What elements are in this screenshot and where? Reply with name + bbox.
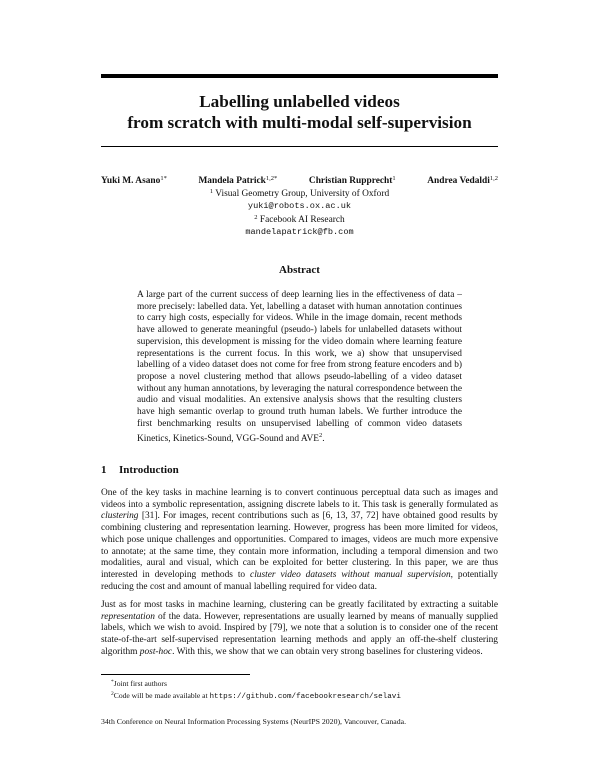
- affiliation: $^1$ Visual Geometry Group, University of Oxford: [209, 188, 390, 199]
- author: Christian Rupprecht$^1$: [308, 175, 396, 186]
- footnote: $^2$Code will be made available at https://github.com/facebookresearch/selavi: [111, 691, 401, 701]
- affiliations: [101, 186, 498, 238]
- intro-paragraph-2: Just as for most tasks in machine learning, clustering can be greatly facilitated by extracting a suitable representation of the data. However, representations are usually learned by means of manually supplied labels, which we wish to avoid. Inspired by [79], we note that a solution is to consider one of the recent state-of-the-art self-supervised representation learning methods and apply an off-the-shelf clustering algorithm post-hoc. With this, we show that we can obtain very strong baselines for clustering videos.: [101, 600, 498, 657]
- footnote-ref[interactable]: 2: [318, 432, 323, 440]
- email[interactable]: mandelapatrick@fb.com: [245, 226, 354, 237]
- footnotes: [111, 677, 401, 702]
- author: Yuki M. Asano$^{1*}$: [101, 175, 167, 186]
- section-heading: [101, 464, 179, 476]
- email[interactable]: yuki@robots.ox.ac.uk: [247, 200, 352, 211]
- footnote-rule: [101, 674, 250, 675]
- affiliation: $^2$ Facebook AI Research: [254, 214, 345, 225]
- code-url-link[interactable]: https://github.com/facebookresearch/selavi: [209, 693, 401, 701]
- section-number: 1: [101, 464, 107, 476]
- intro-paragraph-1: One of the key tasks in machine learning is to convert continuous perceptual data such as images and videos into a symbolic representation, assigning discrete labels to it. This task is generally formulated as clustering [31]. For images, recent contributions such as [6, 13, 37, 72] have obtained good results by combining clustering and representation learning. However, progress has been more limited for videos, which pose unique challenges and opportunities. Compared to images, videos are much more expensive to annotate; at the same time, they contain more information, including a temporal dimension and two modalities, aural and visual, which can be exploited for better clustering. In this paper, we are thus interested in developing methods to cluster video datasets without manual supervision, potentially reducing the cost and amount of manual labelling required for video data.: [101, 488, 498, 592]
- footnote: *Joint first authors: [111, 679, 167, 688]
- abstract-heading: Abstract: [279, 264, 320, 276]
- paper-title: [101, 91, 498, 133]
- conference-note: 34th Conference on Neural Information Processing Systems (NeurIPS 2020), Vancouver, Canada.: [101, 717, 407, 726]
- title-bottom-rule: [101, 146, 498, 147]
- title-line-1: Labelling unlabelled videos: [199, 92, 400, 111]
- author-list: [101, 173, 498, 187]
- author: Andrea Vedaldi$^{1,2}$: [427, 175, 498, 186]
- section-title: Introduction: [119, 464, 179, 476]
- abstract-text: A large part of the current success of deep learning lies in the effectiveness of data – more precisely: labelled data. Yet, labelling a dataset with human annotation continues to carry high costs, especially for videos. While in the image domain, recent methods have allowed to generate meaningful (pseudo-) labels for unlabelled datasets without supervision, this development is missing for the video domain where learning feature representations is the current focus. In this work, we a) show that unsupervised labelling of a video dataset does not come for free from strong feature encoders and b) propose a novel clustering method that allows pseudo-labelling of a video dataset without any human annotations, by leveraging the natural correspondence between the audio and visual modalities. An extensive analysis shows that the resulting clusters have high semantic overlap to ground truth human labels. We further introduce the first benchmarking results on unsupervised labelling of common video datasets Kinetics, Kinetics-Sound, VGG-Sound and AVE$^2$.: [137, 290, 462, 445]
- title-top-rule: [101, 74, 498, 78]
- author: Mandela Patrick$^{1,2*}$: [198, 175, 278, 186]
- title-line-2: from scratch with multi-modal self-supervision: [127, 113, 472, 132]
